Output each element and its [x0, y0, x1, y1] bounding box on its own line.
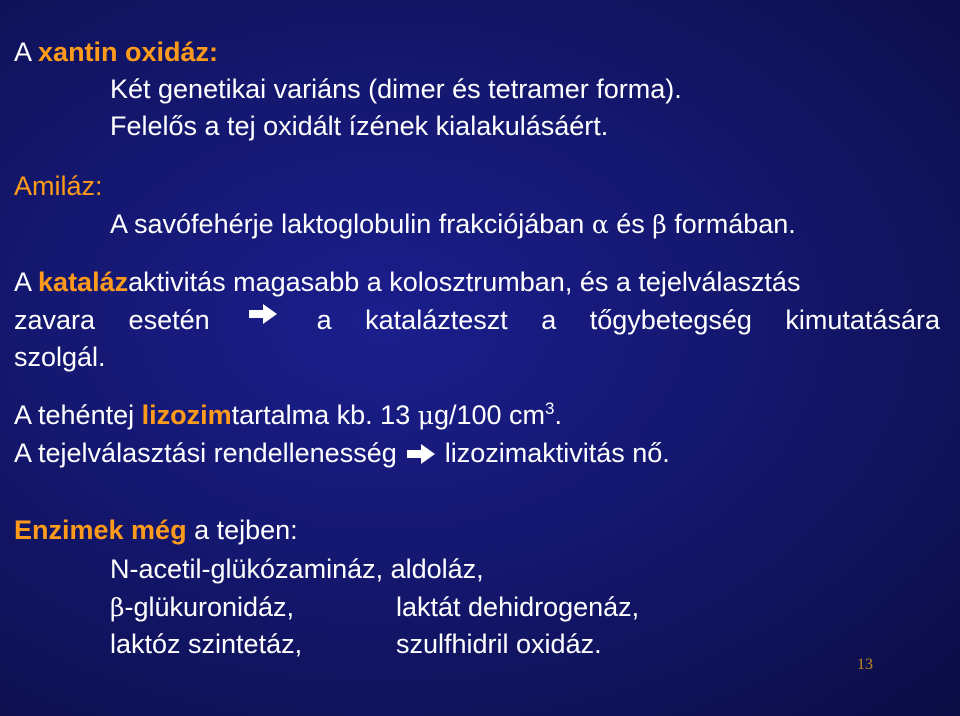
amilaz-line: [110, 208, 796, 241]
lizozim-line-2: [14, 437, 670, 469]
katalaz-word: esetén: [128, 305, 210, 335]
katalaz-word: a: [316, 305, 332, 335]
beta-symbol: β: [652, 210, 667, 239]
amilaz-text-start: A savófehérje laktoglobulin frakciójában: [110, 209, 592, 239]
enzimek-line-3-left: laktóz szintetáz,: [110, 629, 303, 659]
xantin-title: xantin oxidáz:: [38, 37, 219, 67]
right-arrow-icon: [249, 304, 277, 324]
enzimek-line-3-right: szulfhidril oxidáz.: [396, 629, 602, 659]
lizozim-unit: g/100 cm: [433, 400, 546, 430]
enzimek-heading: [14, 514, 298, 546]
lizozim-line-1: [14, 399, 562, 432]
katalaz-word: kimutatására: [785, 305, 940, 335]
lizozim-end: .: [554, 400, 563, 430]
enzimek-line2-left-text: -glükuronidáz,: [124, 592, 295, 622]
amilaz-text-end: formában.: [666, 209, 796, 239]
enzimek-line-2-right: laktát dehidrogenáz,: [396, 592, 640, 622]
katalaz-term: kataláz: [38, 267, 129, 297]
xantin-line-1: Két genetikai variáns (dimer és tetramer forma).: [110, 74, 682, 104]
lizozim-prefix: A tehéntej: [14, 400, 142, 430]
enzimek-line-1: N-acetil-glükózamináz, aldoláz,: [110, 554, 484, 584]
alpha-symbol: α: [591, 210, 609, 239]
beta-symbol: β: [110, 593, 125, 622]
lizozim-line2-start: A tejelválasztási rendellenesség: [14, 438, 397, 468]
katalaz-line-3: szolgál.: [14, 342, 106, 372]
page-number: 13: [857, 656, 873, 673]
katalaz-line1-rest: magasabb a kolosztrumban, és a tejelválasztás: [225, 267, 801, 297]
katalaz-word: a: [541, 305, 557, 335]
lizozim-line2-end: lizozimaktivitás nő.: [444, 438, 670, 468]
enzimek-line-2-left: [110, 591, 294, 624]
enzimek-title-rest: a tejben:: [186, 515, 298, 545]
katalaz-word: zavara: [14, 305, 96, 335]
enzimek-title: Enzimek még: [14, 515, 187, 545]
xantin-heading: [14, 36, 218, 68]
amilaz-title: Amiláz:: [14, 171, 103, 201]
lizozim-sup: 3: [545, 399, 555, 418]
mu-symbol: μ: [417, 401, 434, 430]
amilaz-and: és: [608, 209, 653, 239]
lizozim-rest: tartalma kb. 13: [231, 400, 418, 430]
katalaz-line-1: [14, 266, 800, 298]
xantin-prefix: A: [14, 37, 39, 67]
katalaz-prefix: A: [14, 267, 39, 297]
lizozim-term: lizozim: [141, 400, 232, 430]
katalaz-line-2: [14, 304, 940, 336]
katalaz-word: tőgybetegség: [589, 305, 752, 335]
right-arrow-icon: [407, 444, 435, 464]
katalaz-rest: aktivitás: [128, 267, 226, 297]
xantin-line-2: Felelős a tej oxidált ízének kialakulásáért.: [110, 111, 609, 141]
katalaz-word: katalázteszt: [365, 305, 508, 335]
